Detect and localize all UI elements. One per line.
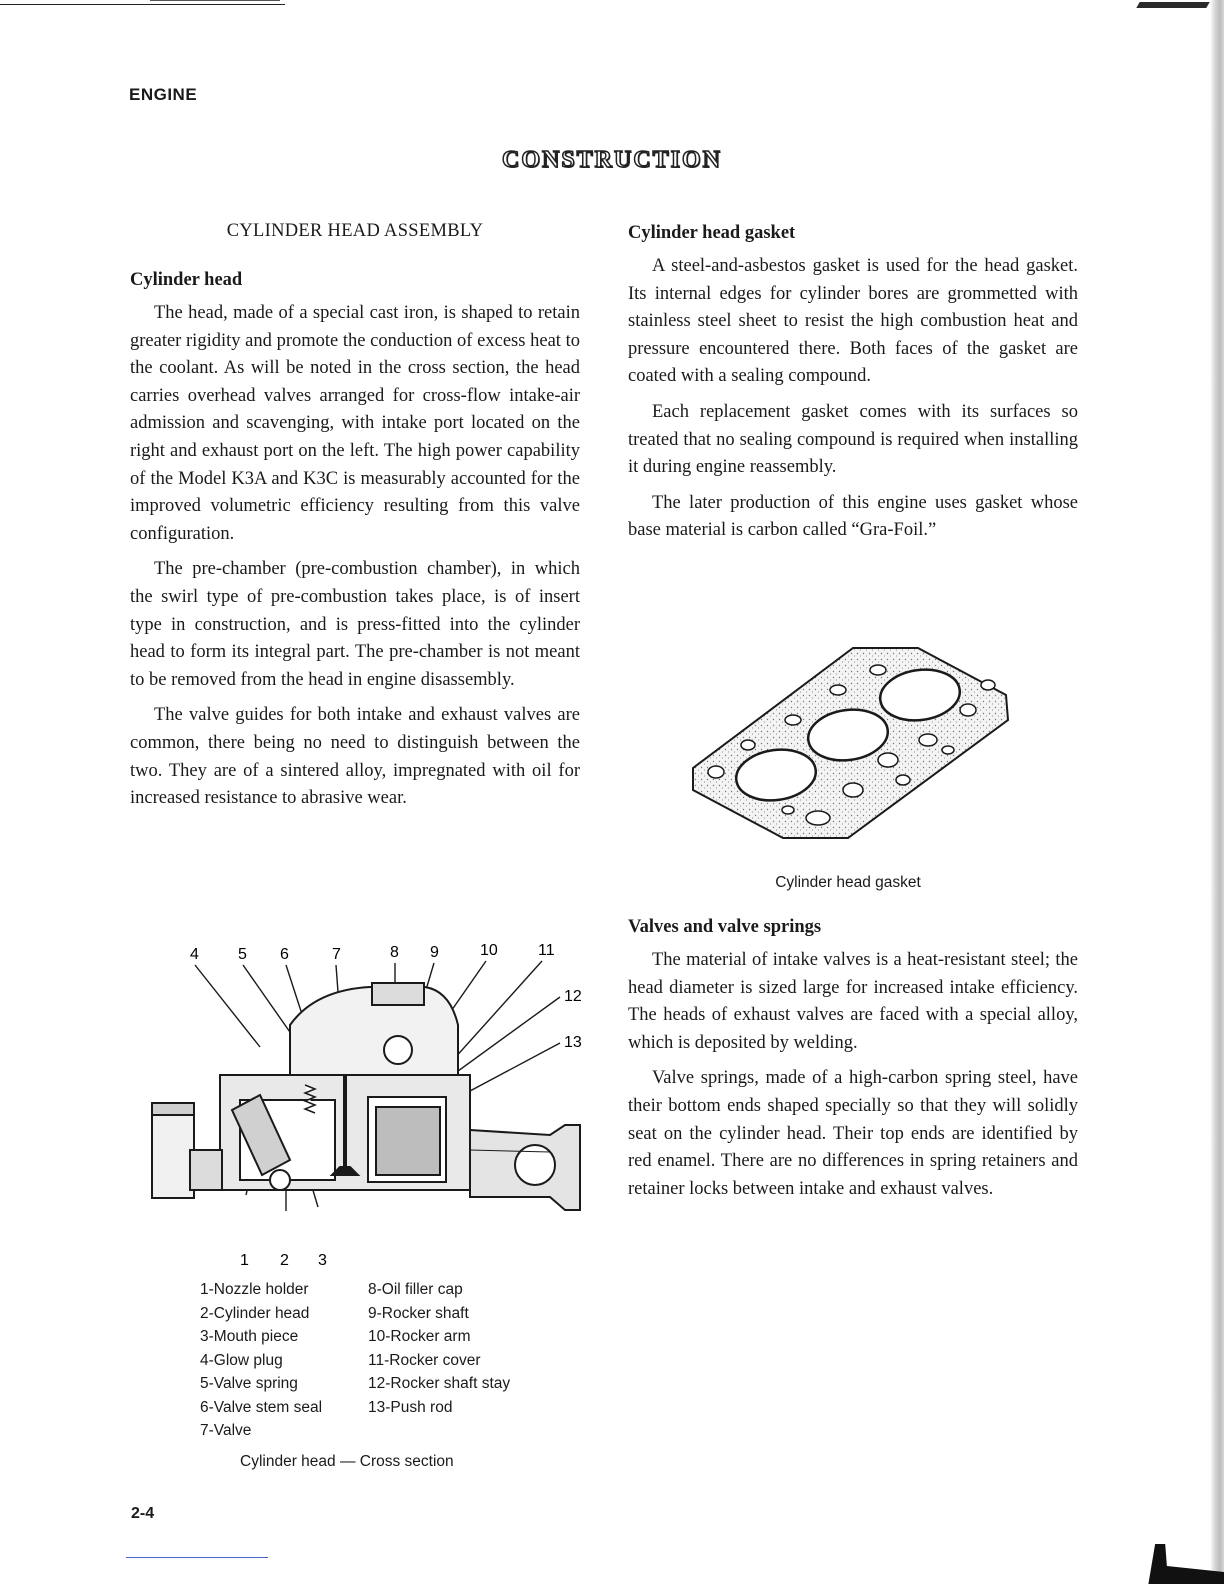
legend-item: 5-Valve spring: [200, 1375, 298, 1392]
top-rule: [0, 4, 285, 5]
gasket-figure: [688, 640, 1018, 850]
callout-12: 12: [564, 988, 582, 1005]
callout-11: 11: [538, 942, 555, 959]
subhead-gasket: Cylinder head gasket: [628, 223, 796, 243]
corner-mark-top: [1136, 2, 1209, 8]
page-title: CONSTRUCTION: [501, 147, 723, 173]
running-head: ENGINE: [129, 85, 198, 104]
legend-item: 4-Glow plug: [200, 1351, 283, 1369]
callout-9: 9: [430, 944, 439, 961]
figure-caption-gasket: Cylinder head gasket: [775, 874, 921, 891]
legend-right: [368, 1278, 510, 1419]
scan-edge-shadow: [1150, 0, 1224, 1584]
subhead-cylinder-head: Cylinder head: [130, 270, 243, 290]
top-rule-secondary: [150, 0, 280, 1]
callout-7: 7: [332, 946, 341, 963]
paragraph-cylinder-head: The head, made of a special cast iron, is shaped to retain greater rigidity and promote the conduction of excess heat to the coolant. As will be noted in the cross section, the head carries overhead valves arranged for cross-flow intake-air admission and scavenging, with intake port located on the right and exhaust port on the left. The high power capability of the Model K3A and K3C is measurably accounted for the improved volumetric efficiency resulting from this valve configuration.: [130, 303, 580, 544]
callout-5: 5: [238, 946, 247, 963]
gasket-body: [628, 253, 1078, 545]
head-drawing: [152, 983, 580, 1210]
paragraph-gra-foil: The later production of this engine uses gasket whose base material is carbon called “Gra-Foil.”: [628, 492, 1078, 541]
legend-left: [200, 1278, 322, 1443]
callout-4: 4: [190, 946, 199, 963]
legend-item: 1-Nozzle holder: [200, 1281, 309, 1298]
legend-item: 2-Cylinder head: [200, 1304, 310, 1322]
left-body: [130, 300, 580, 813]
paragraph-valve-material: The material of intake valves is a heat-resistant steel; the head diameter is sized large for increased intake efficiency. The heads of exhaust valves are faced with a special alloy, which is deposited by welding.: [628, 950, 1078, 1053]
paragraph-valve-guides: The valve guides for both intake and exhaust valves are common, there being no need to distinguish between the two. They are of a sintered alloy, impregnated with oil for increased resistance to abrasive wear.: [130, 705, 580, 809]
legend-item: 9-Rocker shaft: [368, 1304, 469, 1322]
cross-section-figure: [140, 935, 600, 1270]
valves-body: [628, 947, 1078, 1203]
paragraph-replacement-gasket: Each replacement gasket comes with its surfaces so treated that no sealing compound is required when installing it during engine reassembly.: [628, 401, 1078, 478]
legend-item: 3-Mouth piece: [200, 1328, 299, 1345]
legend-item: 11-Rocker cover: [368, 1351, 481, 1369]
subhead-valves: Valves and valve springs: [628, 917, 822, 937]
callout-13: 13: [564, 1034, 582, 1051]
section-title: CYLINDER HEAD ASSEMBLY: [226, 221, 484, 241]
paragraph-gasket-material: A steel-and-asbestos gasket is used for the head gasket. Its internal edges for cylinder bores are grommetted with stainless steel sheet to resist the high combustion heat and pressure encountered there. Both faces of the gasket are coated with a sealing compound.: [628, 256, 1078, 387]
paragraph-pre-chamber: The pre-chamber (pre-combustion chamber), in which the swirl type of pre-combustion takes place, is of insert type in construction, and is press-fitted into the cylinder head to form its integral part. The pre-chamber is not meant to be removed from the head in engine disassembly.: [130, 559, 580, 690]
legend-item: 12-Rocker shaft stay: [368, 1375, 511, 1392]
legend-item: 8-Oil filler cap: [368, 1281, 463, 1298]
legend-item: 13-Push rod: [368, 1398, 453, 1416]
legend-item: 6-Valve stem seal: [200, 1398, 323, 1416]
callout-10: 10: [480, 942, 498, 959]
callout-1: 1: [240, 1252, 249, 1269]
bottom-rule: [126, 1557, 268, 1558]
legend-item: 10-Rocker arm: [368, 1328, 471, 1345]
callout-6: 6: [280, 946, 289, 963]
legend-item: 7-Valve: [200, 1422, 252, 1439]
callout-2: 2: [280, 1252, 289, 1269]
callout-3: 3: [318, 1252, 327, 1269]
gasket-shape: [693, 648, 1008, 838]
page-number: 2-4: [131, 1505, 155, 1522]
callout-8: 8: [390, 944, 399, 961]
paragraph-valve-springs: Valve springs, made of a high-carbon spring steel, have their bottom ends shaped specially so that they will solidly seat on the cylinder head. Their top ends are identified by red enamel. There are no differences in spring retainers and retainer locks between intake and exhaust valves.: [628, 1068, 1078, 1199]
figure-caption-cross-section: Cylinder head — Cross section: [240, 1453, 454, 1470]
